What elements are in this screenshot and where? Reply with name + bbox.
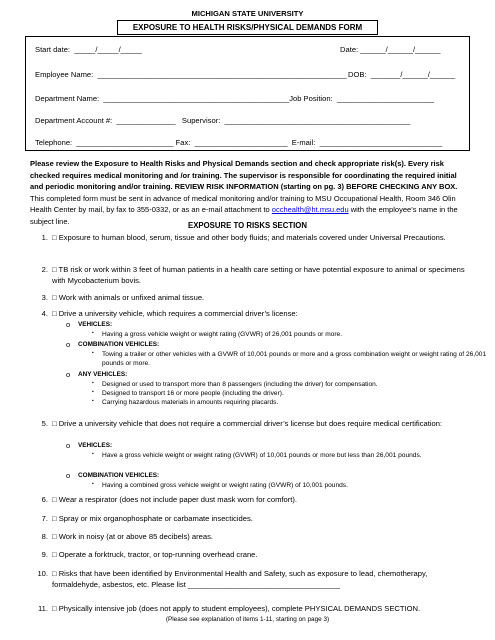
item5-details — [30, 441, 470, 491]
instructions-text: This completed form must be sent in advance of medical monitoring and/or training to MSU Occupational Health, Room 346 Olin Health Center by mail, by fax to 355-0332, or as an e-mail attachment to — [30, 193, 456, 215]
sub-label: ANY VEHICLES: — [78, 371, 128, 378]
item-number: 6. — [41, 495, 48, 504]
section-title: EXPOSURE TO RISKS SECTION — [188, 221, 307, 230]
item-text: □ Drive a university vehicle, which requires a commercial driver’s license: — [52, 309, 298, 318]
sub-label: VEHICLES: — [78, 321, 113, 328]
bullet-text: Carrying hazardous materials in amounts requiring placards. — [102, 399, 279, 406]
item-number: 7. — [41, 514, 48, 523]
bullet-text: Designed or used to transport more than 8 passengers (including the driver) for compensation. — [102, 381, 378, 388]
form-title: EXPOSURE TO HEALTH RISKS/PHYSICAL DEMANDS FORM — [117, 20, 378, 35]
bullet-icon: ▪ — [92, 330, 94, 336]
item-text: □ Work in noisy (at or above 85 decibels) areas. — [52, 532, 214, 541]
telephone-field[interactable]: Telephone: _______________________ Fax: ______________________ E-mail: _____________________________ — [35, 138, 443, 147]
sub-label: VEHICLES: — [78, 442, 113, 449]
department-account-field[interactable]: Department Account #: ______________ Supervisor: ____________________________________________ — [35, 116, 411, 125]
bullet-icon: ▪ — [92, 389, 94, 395]
item-number: 9. — [41, 550, 48, 559]
employee-name-field[interactable]: Employee Name: ___________________________________________________________ — [35, 70, 347, 79]
item-number: 5. — [41, 419, 48, 428]
sub-label: COMBINATION VEHICLES: — [78, 341, 160, 348]
item-text: □ Work with animals or unfixed animal tissue. — [52, 293, 205, 302]
item-number: 4. — [41, 309, 48, 318]
item-number: 1. — [41, 233, 48, 242]
sub-label: COMBINATION VEHICLES: — [78, 472, 160, 479]
sub-marker: o — [66, 471, 71, 480]
date-field[interactable]: Date: ______/______/______ — [340, 45, 441, 54]
item-number: 10. — [37, 569, 48, 578]
item-number: 8. — [41, 532, 48, 541]
item-text: □ Physically intensive job (does not apply to student employees), complete PHYSICAL DEMANDS SECTION. — [52, 604, 421, 613]
sub-marker: o — [66, 320, 71, 329]
bullet-icon: ▪ — [92, 451, 94, 457]
item4-details — [30, 320, 487, 420]
university-name: MICHIGAN STATE UNIVERSITY — [191, 9, 304, 18]
bullet-icon: ▪ — [92, 481, 94, 487]
bullet-text: Designed to transport 16 or more people (including the driver). — [102, 390, 284, 397]
bullet-icon: ▪ — [92, 398, 94, 404]
item-number: 2. — [41, 265, 48, 274]
instructions-tail: with the employee’s name in the subject line. — [30, 205, 458, 226]
item-text: □ Wear a respirator (does not include paper dust mask worn for comfort). — [52, 495, 298, 504]
bullet-icon: ▪ — [92, 350, 94, 356]
bullet-icon: ▪ — [92, 380, 94, 386]
item-text: □ Spray or mix organophosphate or carbamate insecticides. — [52, 514, 253, 523]
sub-marker: o — [66, 370, 71, 379]
department-name-field[interactable]: Department Name: ____________________________________________Job Position: _______________________ — [35, 94, 435, 103]
item-text: □ Drive a university vehicle that does not require a commercial driver’s license but does require medical certification: — [52, 419, 443, 428]
email-link[interactable]: occhealth@ht.msu.edu — [271, 205, 349, 215]
instructions-bold: Please review the Exposure to Health Risks and Physical Demands section and check appropriate risk(s). Every risk checked requires medical monitoring and /or training. The supervisor is responsible for coordinating the required initial and periodic monitoring and/or training. REVIEW RISK INFORMATION (starting on pg. 3) BEFORE CHECKING ANY BOX. — [30, 159, 458, 192]
sub-marker: o — [66, 340, 71, 349]
bullet-text: Having a gross vehicle weight or weight rating (GVWR) of 26,001 pounds or more. — [102, 331, 343, 338]
bullet-text: Have a gross vehicle weight or weight rating (GVWR) of 10,001 pounds or more but less than 26,001 pounds. — [102, 452, 422, 459]
bullet-text: Having a combined gross vehicle weight or weight rating (GVWR) of 10,001 pounds. — [102, 482, 348, 489]
instructions-paragraph — [30, 158, 470, 228]
item-text: □ Exposure to human blood, serum, tissue and other body fluids; and materials covered under Universal Precautions. — [52, 233, 446, 242]
item-text: □ TB risk or work within 3 feet of human patients in a health care setting or have potential exposure to animal or specimens with Mycobacterium bovis. — [52, 265, 465, 285]
start-date-field[interactable]: Start date: _____/_____/_____ — [35, 45, 142, 54]
bullet-text: Towing a trailer or other vehicles with a GVWR of 10,001 pounds or more and a gross combination weight or weight rating of 26,001 pounds or more. — [102, 351, 487, 367]
sub-marker: o — [66, 441, 71, 450]
dob-field[interactable]: DOB: _______/______/______ — [348, 70, 456, 79]
item-number: 11. — [38, 604, 48, 613]
item-text: □ Risks that have been identified by Environmental Health and Safety, such as exposure to lead, chemotherapy, formaldehyde, asbestos, etc. Please list ____________________________________ — [52, 569, 428, 589]
item-number: 3. — [41, 293, 48, 302]
item-text: □ Operate a forktruck, tractor, or top-running overhead crane. — [52, 550, 258, 559]
footer-note: (Please see explanation of items 1-11, starting on page 3) — [165, 616, 330, 623]
